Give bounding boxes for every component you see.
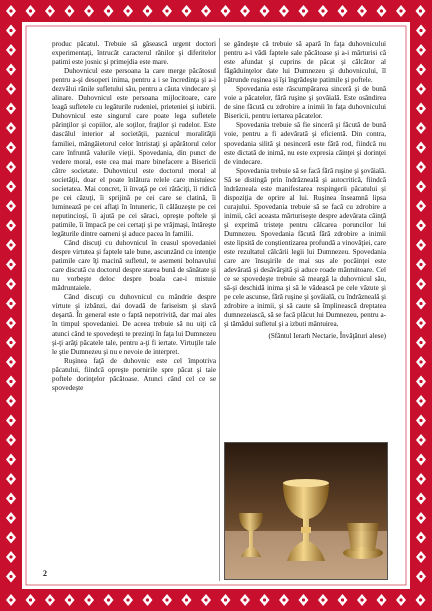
paragraph: Spovedania este răscumpărarea sinceră şi de bună voie a păcatelor, fără ruşine şi şovăială. Este osândirea de sine făcută cu zdrobire a inimii în faţa duhovnicului Bisericii, pentru iertarea păcatelor. xyxy=(224,85,386,121)
paragraph: Spovedania trebuie să se facă fără ruşine şi şovăială. Să se distingă prin îndrăzneală şi autocritică, fiindcă îndrăzneala este manifestarea respingerii păcatului şi dispoziţia de oprire al lui. Ruşinea înseamnă lipsa curajului. Spovedania trebuie să se facă cu zdrobire a inimii, căci aceasta mărturiseşte despre adevărata căinţă şi exprimă tristeţe pentru călcarea poruncilor lui Dumnezeu. Spovedania făcută fără zdrobire a inimii este lipsită de conştientizarea profundă a vinovăţiei, care este rezultatul călcării legii lui Dumnezeu. Spovedania care are însuşirile de mai sus ale pocăinţei este adevărată şi desăvârşită şi aduce roade mântuitoare. Cel ce se spovedeşte trebuie să meargă la duhovnicul său, să-şi deschidă inima şi să le vădească pe cele văzute şi pe cele ascunse, fără ruşine şi şovăială, cu îndrăzneală şi zdrobire a inimii, şi să caute să împlinească dreptatea dumnezeiască, să se facă plăcut lui Dumnezeu, pentru a-şi tămădui sufletul şi a izbuti mântuirea. xyxy=(224,166,386,329)
column-divider xyxy=(219,38,220,581)
paragraph: Spovedania trebuie să fie sinceră şi făcută de bună voie, pentru a fi adevărată şi eficientă. Din contra, spovedania silită şi nesinceră este fără rod, fiindcă nu este dictată de inimă, nu este expresia căinţei şi dorinţei de vindecare. xyxy=(224,121,386,166)
paragraph: Ruşinea faţă de duhovnic este cel împotriva păcatului, fiindcă opreşte pornirile spre păcat şi taie poftele dorinţelor păcătoase. Atunci când cel ce se spovedeşte xyxy=(52,356,216,392)
chalice-photo xyxy=(224,442,388,580)
paragraph: Duhovnicul este persoana la care merge păcătosul pentru a-şi desoperi inima, pentru a i se încredinţa şi a-i dezvălui rănile sufletului său, pentru a căuta vindecare şi alinare. Duhovnicul este persoana mijlocitoare, care leagă sufletele cu legăturile rudeniei, prieteniei şi iubirii. Duhovnicul este singurul care poate lega sufletele părinţilor şi copiilor, ale soţilor, fraţilor şi rudelor. Este dascălul interior al societăţii, paznicul moralităţii familiei, mângâietorul celor întristaţi şi apărătorul celor care înfruntă valurile vieţii. Spovedania, din punct de vedere moral, este cea mai mare binefacere a Bisericii către societate. Duhovnicul este doctorul moral al societăţii, doar el poate înlătura relele care mistuiesc societatea. Mai concret, îi învaţă pe cei rătăciţi, îi ridică pe cei căzuţi, îi sprijină pe cei care se clatină, îi luminează pe cei aflaţi în întuneric, îi călăuzeşte pe cei neputincioşi, îi ajută pe cei săraci, opreşte poftele şi patimile, îi împacă pe cei certaţi şi pe vrăjmaşi, întăreşte legăturile dintre oameni şi aduce pacea în familii. xyxy=(52,67,216,238)
paragraph: se gândeşte că trebuie să apară în faţa duhovnicului pentru a-i vădi faptele sale păcătoase şi a-i mărturisi că este afundat şi cuprins de păcat şi călcător al făgăduinţelor date lui Dumnezeu şi duhovnicului, îl pătrunde ruşinea şi îşi îngrădeşte patimile şi poftele. xyxy=(224,40,386,85)
paragraph: produc păcatul. Trebuie să găsească urgent doctori experimentaţi, întrucât caracterul rănilor şi diferitelor patimi este josnic şi primejdia este mare. xyxy=(52,40,216,67)
left-column xyxy=(52,40,216,393)
chalice-image xyxy=(225,443,387,579)
paragraph: Când discuţi cu duhovnicul în ceasul spovedaniei despre virtutea şi faptele tale bune, ascunzând cu intenţie patimile care îţi macină sufletul, te asemeni bolnavului care discută cu doctorul despre starea bună de sănătate şi nu vorbeşte deloc despre boala cae-i mistuie mădruntaiele. xyxy=(52,239,216,293)
page-number: 2 xyxy=(43,569,47,578)
signature: (Sfântul Ierarh Nectarie, Învăţături alese) xyxy=(268,331,386,340)
right-column xyxy=(224,40,386,341)
paragraph: Când discuţi cu duhovnicul cu mândrie despre virtute şi izbânzi, dai dovadă de fariseism şi slavă deşartă. În general este o faptă nepotrivită, dar mai ales în timpul spovedaniei. De aceea trebuie să nu uiţi că atunci când te spovedeşti te prezinţi în faţa lui Dumnezeu şi-ţi arăţi păcatele tale, pentru a-ţi fi iertate. Virtuţile tale le ştie Dumnezeu şi nu e nevoie de interpret. xyxy=(52,293,216,356)
